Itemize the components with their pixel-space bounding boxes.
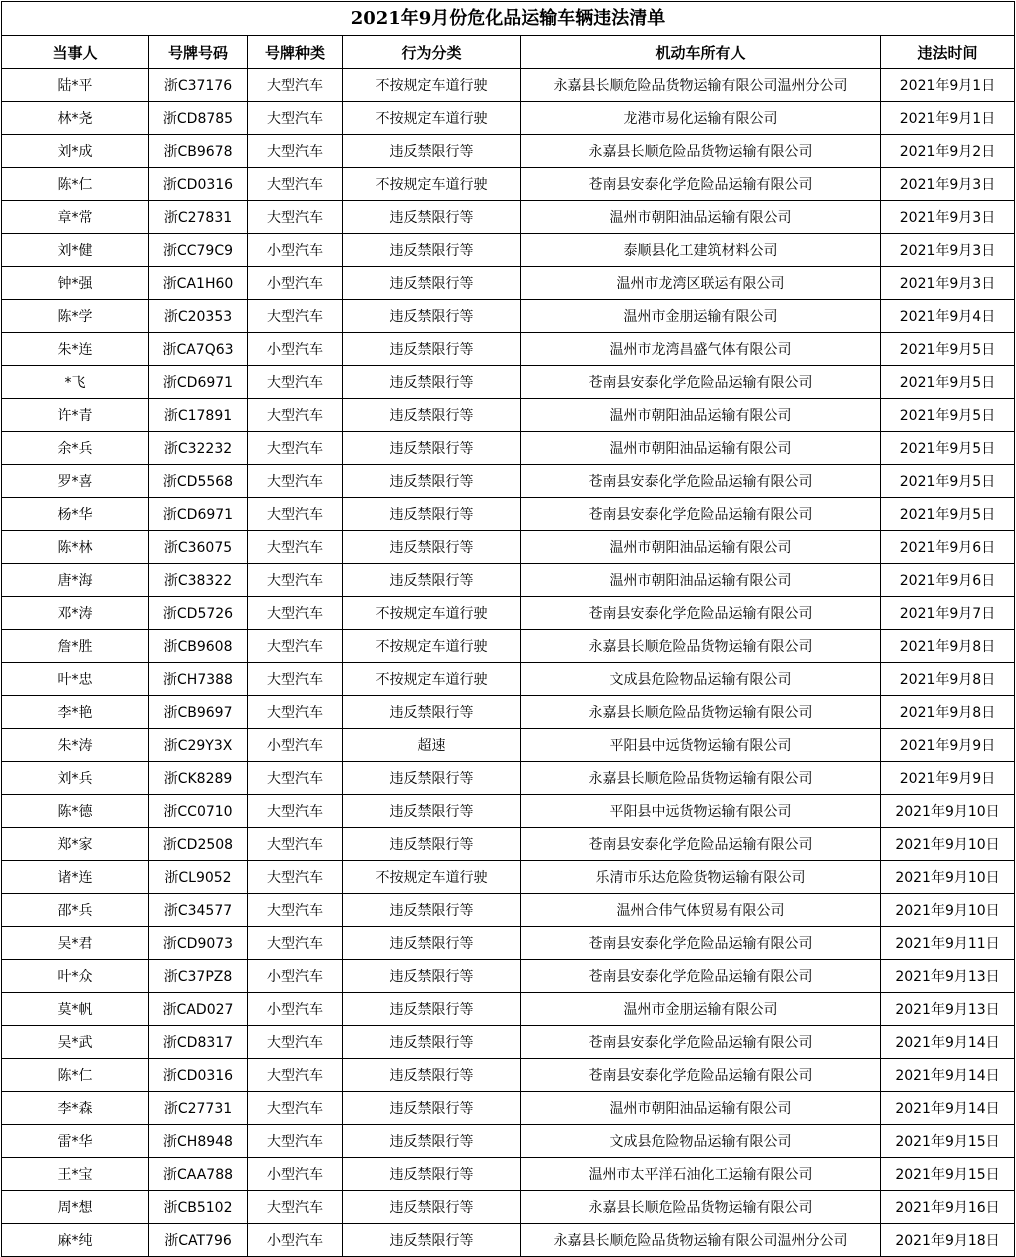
vehicle-owner-cell: 温州合伟气体贸易有限公司 [521,894,881,927]
party-cell: 邵*兵 [2,894,149,927]
plate-type-cell: 小型汽车 [248,234,343,267]
party-cell: 陈*学 [2,300,149,333]
violation-category-cell: 违反禁限行等 [343,696,521,729]
plate-number-cell: 浙CK8289 [149,762,248,795]
plate-type-cell: 大型汽车 [248,828,343,861]
header-row [2,36,1015,69]
plate-number-cell: 浙CA1H60 [149,267,248,300]
violation-category-cell: 违反禁限行等 [343,432,521,465]
party-cell: 邓*涛 [2,597,149,630]
vehicle-owner-cell: 永嘉县长顺危险品货物运输有限公司温州分公司 [521,69,881,102]
plate-number-cell: 浙CB5102 [149,1191,248,1224]
plate-number-cell: 浙CAT796 [149,1224,248,1257]
violation-time-cell: 2021年9月10日 [881,828,1015,861]
table-row [2,333,1015,366]
plate-number-cell: 浙C27731 [149,1092,248,1125]
plate-type-cell: 小型汽车 [248,960,343,993]
party-cell: 诸*连 [2,861,149,894]
table-row [2,201,1015,234]
table-row [2,498,1015,531]
violation-category-cell: 违反禁限行等 [343,531,521,564]
violation-time-cell: 2021年9月3日 [881,234,1015,267]
violation-category-cell: 不按规定车道行驶 [343,102,521,135]
violation-category-cell: 不按规定车道行驶 [343,630,521,663]
party-cell: 刘*兵 [2,762,149,795]
plate-number-cell: 浙CC79C9 [149,234,248,267]
violation-time-cell: 2021年9月14日 [881,1026,1015,1059]
table-row [2,399,1015,432]
column-header-party: 当事人 [2,36,149,69]
violation-category-cell: 不按规定车道行驶 [343,663,521,696]
violation-category-cell: 超速 [343,729,521,762]
violation-time-cell: 2021年9月8日 [881,696,1015,729]
table-row [2,993,1015,1026]
sheet-title: 2021年9月份危化品运输车辆违法清单 [1,1,1015,35]
table-row [2,663,1015,696]
plate-type-cell: 大型汽车 [248,927,343,960]
vehicle-owner-cell: 温州市朝阳油品运输有限公司 [521,564,881,597]
violation-category-cell: 不按规定车道行驶 [343,861,521,894]
vehicle-owner-cell: 平阳县中远货物运输有限公司 [521,795,881,828]
party-cell: 雷*华 [2,1125,149,1158]
vehicle-owner-cell: 温州市朝阳油品运输有限公司 [521,1092,881,1125]
table-row [2,366,1015,399]
violation-time-cell: 2021年9月14日 [881,1092,1015,1125]
plate-type-cell: 小型汽车 [248,1158,343,1191]
column-header-violation-category: 行为分类 [343,36,521,69]
plate-type-cell: 大型汽车 [248,432,343,465]
vehicle-owner-cell: 永嘉县长顺危险品货物运输有限公司 [521,1191,881,1224]
violation-category-cell: 违反禁限行等 [343,267,521,300]
violation-time-cell: 2021年9月13日 [881,993,1015,1026]
violation-category-cell: 违反禁限行等 [343,1191,521,1224]
plate-number-cell: 浙C34577 [149,894,248,927]
vehicle-owner-cell: 龙港市易化运输有限公司 [521,102,881,135]
table-row [2,894,1015,927]
plate-number-cell: 浙C20353 [149,300,248,333]
violation-time-cell: 2021年9月5日 [881,498,1015,531]
party-cell: 林*尧 [2,102,149,135]
table-row [2,927,1015,960]
plate-type-cell: 小型汽车 [248,993,343,1026]
plate-number-cell: 浙C37176 [149,69,248,102]
plate-number-cell: 浙CH7388 [149,663,248,696]
plate-number-cell: 浙CB9678 [149,135,248,168]
party-cell: 唐*海 [2,564,149,597]
violation-category-cell: 违反禁限行等 [343,399,521,432]
vehicle-owner-cell: 苍南县安泰化学危险品运输有限公司 [521,960,881,993]
vehicle-owner-cell: 温州市朝阳油品运输有限公司 [521,432,881,465]
column-header-plate-type: 号牌种类 [248,36,343,69]
vehicle-owner-cell: 文成县危险物品运输有限公司 [521,1125,881,1158]
violation-category-cell: 违反禁限行等 [343,366,521,399]
plate-number-cell: 浙C27831 [149,201,248,234]
violation-time-cell: 2021年9月5日 [881,399,1015,432]
vehicle-owner-cell: 温州市金朋运输有限公司 [521,300,881,333]
table-row [2,1224,1015,1257]
violation-time-cell: 2021年9月6日 [881,531,1015,564]
vehicle-owner-cell: 永嘉县长顺危险品货物运输有限公司 [521,135,881,168]
plate-type-cell: 大型汽车 [248,564,343,597]
column-header-vehicle-owner: 机动车所有人 [521,36,881,69]
table-row [2,696,1015,729]
violation-category-cell: 违反禁限行等 [343,960,521,993]
violation-category-cell: 违反禁限行等 [343,465,521,498]
party-cell: 郑*家 [2,828,149,861]
plate-type-cell: 大型汽车 [248,531,343,564]
violation-time-cell: 2021年9月4日 [881,300,1015,333]
violation-category-cell: 违反禁限行等 [343,300,521,333]
plate-type-cell: 小型汽车 [248,1224,343,1257]
violation-time-cell: 2021年9月10日 [881,795,1015,828]
plate-type-cell: 大型汽车 [248,1125,343,1158]
plate-type-cell: 大型汽车 [248,1059,343,1092]
violation-category-cell: 违反禁限行等 [343,1224,521,1257]
plate-type-cell: 小型汽车 [248,267,343,300]
violation-category-cell: 违反禁限行等 [343,333,521,366]
plate-type-cell: 小型汽车 [248,729,343,762]
plate-type-cell: 大型汽车 [248,894,343,927]
violation-time-cell: 2021年9月8日 [881,663,1015,696]
party-cell: 詹*胜 [2,630,149,663]
plate-type-cell: 大型汽车 [248,399,343,432]
plate-number-cell: 浙CD8317 [149,1026,248,1059]
vehicle-owner-cell: 苍南县安泰化学危险品运输有限公司 [521,828,881,861]
vehicle-owner-cell: 温州市太平洋石油化工运输有限公司 [521,1158,881,1191]
party-cell: 叶*忠 [2,663,149,696]
vehicle-owner-cell: 永嘉县长顺危险品货物运输有限公司 [521,630,881,663]
plate-type-cell: 大型汽车 [248,102,343,135]
violation-category-cell: 违反禁限行等 [343,762,521,795]
party-cell: 吴*武 [2,1026,149,1059]
plate-type-cell: 大型汽车 [248,663,343,696]
table-row [2,234,1015,267]
violation-category-cell: 违反禁限行等 [343,1158,521,1191]
plate-number-cell: 浙CB9608 [149,630,248,663]
violation-time-cell: 2021年9月15日 [881,1125,1015,1158]
violation-category-cell: 违反禁限行等 [343,1059,521,1092]
plate-number-cell: 浙CD6971 [149,498,248,531]
violation-time-cell: 2021年9月1日 [881,102,1015,135]
violation-time-cell: 2021年9月9日 [881,762,1015,795]
plate-number-cell: 浙C17891 [149,399,248,432]
violation-category-cell: 违反禁限行等 [343,1026,521,1059]
vehicle-owner-cell: 温州市龙湾昌盛气体有限公司 [521,333,881,366]
violation-time-cell: 2021年9月6日 [881,564,1015,597]
plate-type-cell: 大型汽车 [248,861,343,894]
table-row [2,300,1015,333]
party-cell: 陈*林 [2,531,149,564]
plate-number-cell: 浙CAA788 [149,1158,248,1191]
plate-number-cell: 浙C37PZ8 [149,960,248,993]
vehicle-owner-cell: 苍南县安泰化学危险品运输有限公司 [521,1026,881,1059]
plate-number-cell: 浙CD8785 [149,102,248,135]
party-cell: 麻*纯 [2,1224,149,1257]
party-cell: 朱*连 [2,333,149,366]
violation-time-cell: 2021年9月15日 [881,1158,1015,1191]
table-row [2,597,1015,630]
violation-category-cell: 违反禁限行等 [343,135,521,168]
party-cell: 余*兵 [2,432,149,465]
table-row [2,1191,1015,1224]
plate-number-cell: 浙CB9697 [149,696,248,729]
plate-type-cell: 大型汽车 [248,1191,343,1224]
violation-category-cell: 违反禁限行等 [343,894,521,927]
plate-number-cell: 浙CD9073 [149,927,248,960]
party-cell: 陈*仁 [2,1059,149,1092]
party-cell: 刘*健 [2,234,149,267]
violation-category-cell: 违反禁限行等 [343,234,521,267]
plate-number-cell: 浙CA7Q63 [149,333,248,366]
violation-time-cell: 2021年9月3日 [881,168,1015,201]
violation-time-cell: 2021年9月5日 [881,432,1015,465]
violation-time-cell: 2021年9月14日 [881,1059,1015,1092]
violation-time-cell: 2021年9月13日 [881,960,1015,993]
party-cell: 刘*成 [2,135,149,168]
table-row [2,1125,1015,1158]
vehicle-owner-cell: 温州市金朋运输有限公司 [521,993,881,1026]
violation-category-cell: 违反禁限行等 [343,1125,521,1158]
plate-type-cell: 大型汽车 [248,168,343,201]
vehicle-owner-cell: 温州市朝阳油品运输有限公司 [521,531,881,564]
table-row [2,531,1015,564]
violation-time-cell: 2021年9月5日 [881,465,1015,498]
plate-number-cell: 浙CD5726 [149,597,248,630]
column-header-violation-time: 违法时间 [881,36,1015,69]
table-row [2,465,1015,498]
violation-time-cell: 2021年9月3日 [881,267,1015,300]
vehicle-owner-cell: 平阳县中远货物运输有限公司 [521,729,881,762]
vehicle-owner-cell: 泰顺县化工建筑材料公司 [521,234,881,267]
violation-time-cell: 2021年9月16日 [881,1191,1015,1224]
plate-type-cell: 大型汽车 [248,762,343,795]
violation-category-cell: 违反禁限行等 [343,795,521,828]
violation-category-cell: 违反禁限行等 [343,927,521,960]
party-cell: 王*宝 [2,1158,149,1191]
table-row [2,102,1015,135]
party-cell: 许*青 [2,399,149,432]
plate-number-cell: 浙CD0316 [149,1059,248,1092]
plate-number-cell: 浙CD0316 [149,168,248,201]
violation-category-cell: 不按规定车道行驶 [343,168,521,201]
table-row [2,69,1015,102]
vehicle-owner-cell: 苍南县安泰化学危险品运输有限公司 [521,597,881,630]
table-row [2,1158,1015,1191]
table-row [2,168,1015,201]
plate-number-cell: 浙C38322 [149,564,248,597]
party-cell: 章*常 [2,201,149,234]
violation-category-cell: 违反禁限行等 [343,828,521,861]
table-row [2,960,1015,993]
party-cell: 陆*平 [2,69,149,102]
party-cell: 杨*华 [2,498,149,531]
table-row [2,1059,1015,1092]
party-cell: 李*森 [2,1092,149,1125]
violation-category-cell: 违反禁限行等 [343,498,521,531]
plate-number-cell: 浙CD6971 [149,366,248,399]
party-cell: 莫*帆 [2,993,149,1026]
violation-time-cell: 2021年9月2日 [881,135,1015,168]
plate-type-cell: 大型汽车 [248,597,343,630]
party-cell: 周*想 [2,1191,149,1224]
vehicle-owner-cell: 苍南县安泰化学危险品运输有限公司 [521,498,881,531]
violation-category-cell: 不按规定车道行驶 [343,69,521,102]
plate-number-cell: 浙C36075 [149,531,248,564]
plate-number-cell: 浙C29Y3X [149,729,248,762]
plate-type-cell: 大型汽车 [248,630,343,663]
violation-time-cell: 2021年9月18日 [881,1224,1015,1257]
plate-type-cell: 大型汽车 [248,795,343,828]
table-row [2,1026,1015,1059]
violation-time-cell: 2021年9月11日 [881,927,1015,960]
party-cell: 罗*喜 [2,465,149,498]
violation-time-cell: 2021年9月5日 [881,366,1015,399]
violation-time-cell: 2021年9月7日 [881,597,1015,630]
plate-type-cell: 小型汽车 [248,333,343,366]
plate-type-cell: 大型汽车 [248,300,343,333]
table-row [2,762,1015,795]
vehicle-owner-cell: 苍南县安泰化学危险品运输有限公司 [521,366,881,399]
table-row [2,267,1015,300]
plate-type-cell: 大型汽车 [248,366,343,399]
violation-time-cell: 2021年9月8日 [881,630,1015,663]
plate-number-cell: 浙CAD027 [149,993,248,1026]
vehicle-owner-cell: 温州市朝阳油品运输有限公司 [521,399,881,432]
vehicle-owner-cell: 永嘉县长顺危险品货物运输有限公司 [521,696,881,729]
table-row [2,630,1015,663]
plate-type-cell: 大型汽车 [248,201,343,234]
violation-category-cell: 违反禁限行等 [343,993,521,1026]
plate-number-cell: 浙C32232 [149,432,248,465]
column-header-plate-number: 号牌号码 [149,36,248,69]
table-row [2,729,1015,762]
violation-time-cell: 2021年9月10日 [881,861,1015,894]
table-row [2,861,1015,894]
plate-number-cell: 浙CD2508 [149,828,248,861]
plate-number-cell: 浙CH8948 [149,1125,248,1158]
vehicle-owner-cell: 温州市龙湾区联运有限公司 [521,267,881,300]
violation-time-cell: 2021年9月1日 [881,69,1015,102]
party-cell: 陈*德 [2,795,149,828]
vehicle-owner-cell: 温州市朝阳油品运输有限公司 [521,201,881,234]
plate-type-cell: 大型汽车 [248,1026,343,1059]
violation-table [1,1,1015,1257]
vehicle-owner-cell: 永嘉县长顺危险品货物运输有限公司 [521,762,881,795]
vehicle-owner-cell: 文成县危险物品运输有限公司 [521,663,881,696]
vehicle-owner-cell: 苍南县安泰化学危险品运输有限公司 [521,168,881,201]
violation-category-cell: 违反禁限行等 [343,1092,521,1125]
plate-number-cell: 浙CL9052 [149,861,248,894]
party-cell: *飞 [2,366,149,399]
vehicle-owner-cell: 苍南县安泰化学危险品运输有限公司 [521,465,881,498]
violation-category-cell: 违反禁限行等 [343,564,521,597]
party-cell: 陈*仁 [2,168,149,201]
plate-type-cell: 大型汽车 [248,1092,343,1125]
vehicle-owner-cell: 永嘉县长顺危险品货物运输有限公司温州分公司 [521,1224,881,1257]
violation-category-cell: 违反禁限行等 [343,201,521,234]
table-row [2,795,1015,828]
table-row [2,135,1015,168]
plate-type-cell: 大型汽车 [248,465,343,498]
table-row [2,1092,1015,1125]
party-cell: 吴*君 [2,927,149,960]
party-cell: 钟*强 [2,267,149,300]
plate-number-cell: 浙CC0710 [149,795,248,828]
plate-type-cell: 大型汽车 [248,498,343,531]
plate-number-cell: 浙CD5568 [149,465,248,498]
plate-type-cell: 大型汽车 [248,135,343,168]
vehicle-owner-cell: 乐清市乐达危险货物运输有限公司 [521,861,881,894]
violation-time-cell: 2021年9月3日 [881,201,1015,234]
violation-time-cell: 2021年9月5日 [881,333,1015,366]
table-body [2,69,1015,1257]
vehicle-owner-cell: 苍南县安泰化学危险品运输有限公司 [521,1059,881,1092]
violation-category-cell: 不按规定车道行驶 [343,597,521,630]
violation-time-cell: 2021年9月9日 [881,729,1015,762]
party-cell: 叶*众 [2,960,149,993]
vehicle-owner-cell: 苍南县安泰化学危险品运输有限公司 [521,927,881,960]
violation-time-cell: 2021年9月10日 [881,894,1015,927]
table-row [2,432,1015,465]
plate-type-cell: 大型汽车 [248,69,343,102]
table-row [2,564,1015,597]
table-row [2,828,1015,861]
party-cell: 李*艳 [2,696,149,729]
plate-type-cell: 大型汽车 [248,696,343,729]
party-cell: 朱*涛 [2,729,149,762]
